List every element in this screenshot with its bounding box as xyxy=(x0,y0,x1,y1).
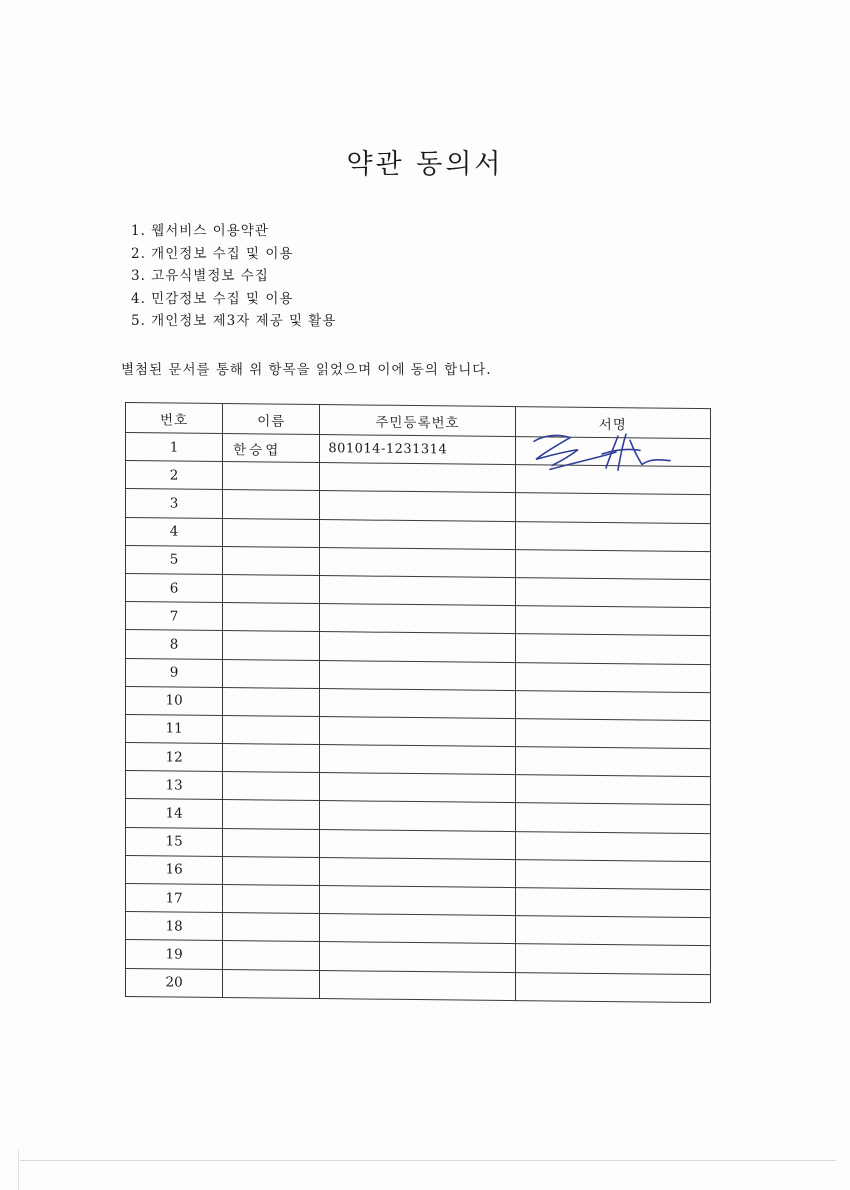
consent-item: 1. 웹서비스 이용약관 xyxy=(131,223,269,239)
signer-name xyxy=(223,631,320,660)
header-signature: 서명 xyxy=(515,407,710,439)
row-number: 10 xyxy=(126,686,223,715)
resident-id xyxy=(320,716,515,746)
signer-name xyxy=(223,913,320,942)
signature-cell xyxy=(515,831,710,861)
scan-edge-mark xyxy=(18,1150,19,1190)
signature-cell xyxy=(515,916,710,946)
signature-cell xyxy=(515,606,710,636)
row-number: 20 xyxy=(126,968,223,997)
resident-id xyxy=(320,914,515,944)
resident-id xyxy=(320,604,515,634)
consent-item: 4. 민감정보 수집 및 이용 xyxy=(131,290,294,307)
signature-cell xyxy=(515,521,710,551)
row-number: 6 xyxy=(126,573,223,602)
consent-statement: 별첨된 문서를 통해 위 항목을 읽었으며 이에 동의 합니다. xyxy=(121,362,492,378)
row-number: 18 xyxy=(126,912,223,941)
signature-cell xyxy=(515,493,710,523)
signature-cell xyxy=(515,888,710,918)
signer-name xyxy=(223,941,320,970)
signature-cell xyxy=(515,578,710,608)
header-resident-id: 주민등록번호 xyxy=(320,405,515,437)
signature-cell xyxy=(515,634,710,664)
resident-id xyxy=(320,491,515,521)
signer-name xyxy=(223,546,320,575)
header-name: 이름 xyxy=(223,404,320,435)
resident-id xyxy=(320,970,515,1000)
row-number: 16 xyxy=(126,855,223,884)
signature-cell xyxy=(515,944,710,974)
consent-item: 3. 고유식별정보 수집 xyxy=(131,268,269,284)
signature-cell xyxy=(515,803,710,833)
header-number: 번호 xyxy=(126,403,223,434)
signer-name xyxy=(223,800,320,829)
signature-cell xyxy=(515,690,710,720)
signer-name xyxy=(223,574,320,603)
table-row xyxy=(126,968,711,1002)
signature-cell xyxy=(515,465,710,495)
signer-name xyxy=(223,856,320,885)
row-number: 3 xyxy=(126,489,223,518)
signers-table-body xyxy=(126,433,711,1003)
row-number: 5 xyxy=(126,545,223,574)
resident-id xyxy=(320,519,515,549)
signer-name xyxy=(223,603,320,632)
resident-id xyxy=(320,773,515,803)
signature-cell xyxy=(515,859,710,889)
row-number: 7 xyxy=(126,602,223,631)
signature-cell xyxy=(515,747,710,777)
signature-cell xyxy=(515,662,710,692)
scan-edge-line xyxy=(20,1160,836,1161)
signer-name xyxy=(223,715,320,744)
signer-name xyxy=(223,885,320,914)
resident-id xyxy=(320,745,515,775)
signer-name xyxy=(223,744,320,773)
row-number: 12 xyxy=(126,743,223,772)
resident-id xyxy=(320,547,515,577)
row-number: 9 xyxy=(126,658,223,687)
signer-name xyxy=(223,772,320,801)
resident-id xyxy=(320,857,515,887)
consent-item: 2. 개인정보 수집 및 이용 xyxy=(131,245,294,262)
consent-item: 5. 개인정보 제3자 제공 및 활용 xyxy=(131,313,337,329)
document-title: 약관 동의서 xyxy=(346,149,504,180)
signer-name xyxy=(223,687,320,716)
signers-table-wrapper xyxy=(125,402,718,1017)
consent-items-list xyxy=(131,220,336,333)
row-number: 11 xyxy=(126,714,223,743)
row-number: 15 xyxy=(126,827,223,856)
resident-id xyxy=(320,829,515,859)
signature-cell xyxy=(515,549,710,579)
signature-cell xyxy=(515,437,710,467)
signature-cell xyxy=(515,972,710,1002)
signature-cell xyxy=(515,775,710,805)
signer-name xyxy=(223,828,320,857)
resident-id xyxy=(320,886,515,916)
resident-id xyxy=(320,463,515,493)
row-number: 17 xyxy=(126,884,223,913)
signer-name xyxy=(223,462,320,491)
resident-id xyxy=(320,688,515,718)
signers-table xyxy=(125,402,711,1003)
signer-name xyxy=(223,659,320,688)
row-number: 8 xyxy=(126,630,223,659)
row-number: 13 xyxy=(126,771,223,800)
resident-id xyxy=(320,575,515,605)
resident-id xyxy=(320,801,515,831)
row-number: 4 xyxy=(126,517,223,546)
resident-id: 801014-1231314 xyxy=(320,435,515,465)
resident-id xyxy=(320,942,515,972)
row-number: 1 xyxy=(126,433,223,462)
signature-cell xyxy=(515,718,710,748)
row-number: 2 xyxy=(126,461,223,490)
resident-id xyxy=(320,660,515,690)
row-number: 19 xyxy=(126,940,223,969)
signature-stroke xyxy=(534,435,578,466)
signer-name xyxy=(223,490,320,519)
resident-id xyxy=(320,632,515,662)
signer-name: 한승엽 xyxy=(223,434,320,463)
signer-name xyxy=(223,518,320,547)
signer-name xyxy=(223,969,320,998)
row-number: 14 xyxy=(126,799,223,828)
